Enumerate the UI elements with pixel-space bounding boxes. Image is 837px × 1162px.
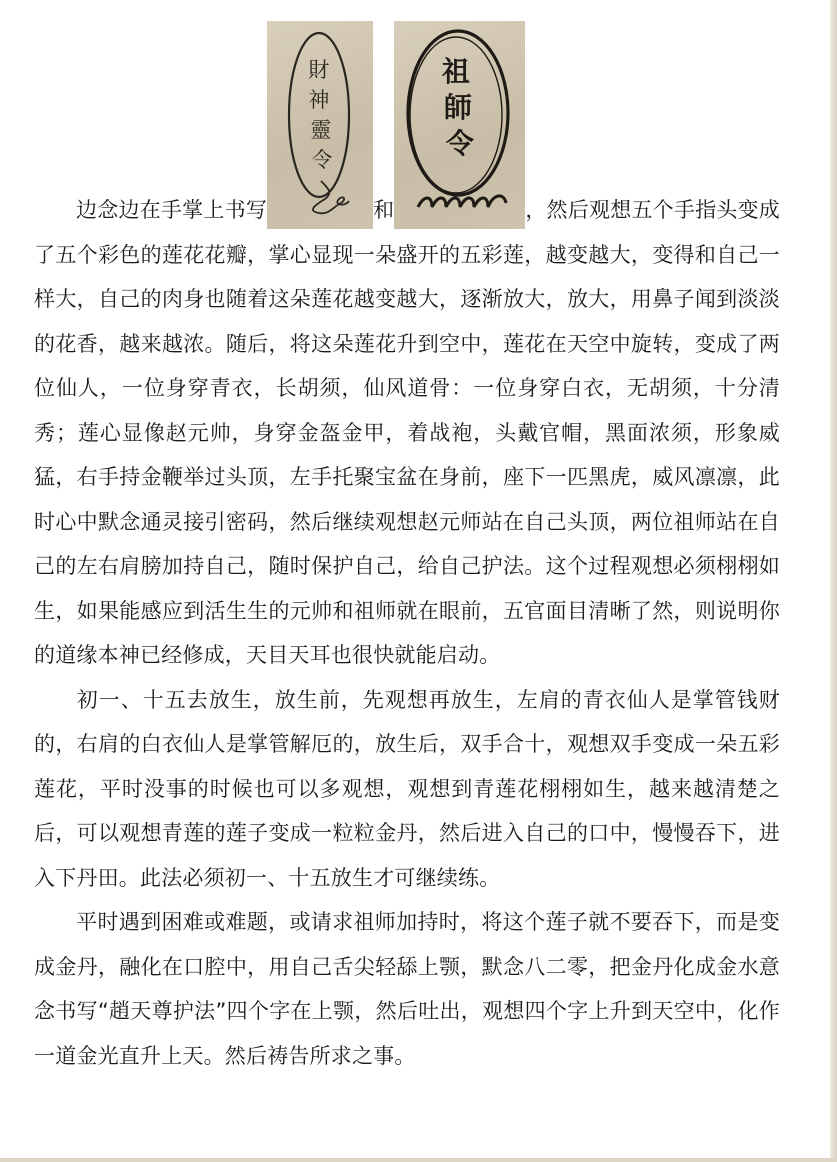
caishen-seal-image bbox=[267, 21, 373, 229]
paragraph-3-text: 平时遇到困难或难题，或请求祖师加持时，将这个莲子就不要吞下，而是变成金丹，融化在口腔中，用自己舌尖轻舔上颚，默念八二零，把金丹化成金水意念书写“趙天尊护法”四个字在上颚，然后吐出，观想四个字上升到天空中，化作一道金光直升上天。然后祷告所求之事。 bbox=[34, 910, 780, 1068]
svg-text:祖: 祖 bbox=[442, 55, 471, 88]
svg-text:財: 財 bbox=[308, 58, 330, 82]
paragraph-3 bbox=[34, 900, 780, 1078]
svg-text:神: 神 bbox=[308, 88, 330, 112]
paragraph-1-lead: 边念边在手掌上书写 bbox=[76, 198, 268, 222]
paragraph-2 bbox=[34, 678, 780, 901]
paragraph-1 bbox=[34, 55, 780, 678]
caishen-seal-drawing bbox=[267, 21, 373, 229]
zushi-seal-image bbox=[394, 21, 525, 229]
svg-text:令: 令 bbox=[446, 127, 475, 160]
svg-text:令: 令 bbox=[311, 148, 333, 172]
paragraph-2-text: 初一、十五去放生，放生前，先观想再放生，左肩的青衣仙人是掌管钱财的，右肩的白衣仙人是掌管解厄的，放生后，双手合十，观想双手变成一朵五彩莲花，平时没事的时候也可以多观想，观想到青莲花栩栩如生，越来越清楚之后，可以观想青莲的莲子变成一粒粒金丹，然后进入自己的口中，慢慢吞下，进入下丹田。此法必须初一、十五放生才可继续练。 bbox=[34, 687, 780, 890]
page-edge-bottom bbox=[0, 1158, 837, 1162]
svg-text:靈: 靈 bbox=[310, 118, 332, 142]
page-edge-right bbox=[830, 0, 837, 1162]
zushi-seal-drawing bbox=[394, 21, 525, 229]
paragraph-1-body: ，然后观想五个手指头变成了五个彩色的莲花花瓣，掌心显现一朵盛开的五彩莲，越变越大，变得和自己一样大，自己的肉身也随着这朵莲花越变越大，逐渐放大，放大，用鼻子闻到淡淡的花香，越来越浓。随后，将这朵莲花升到空中，莲花在天空中旋转，变成了两位仙人，一位身穿青衣，长胡须，仙风道骨：一位身穿白衣，无胡须，十分清秀；莲心显像赵元帅，身穿金盔金甲，着战袍，头戴官帽，黑面浓须，形象威猛，右手持金鞭举过头顶，左手托聚宝盆在身前，座下一匹黑虎，威风凛凛，此时心中默念通灵接引密码，然后继续观想赵元师站在自己头顶，两位祖师站在自己的左右肩膀加持自己，随时保护自己，给自己护法。这个过程观想必须栩栩如生，如果能感应到活生生的元帅和祖师就在眼前，五官面目清晰了然，则说明你的道缘本神已经修成，天目天耳也很快就能启动。 bbox=[34, 198, 780, 667]
article bbox=[34, 0, 780, 1078]
svg-text:師: 師 bbox=[444, 91, 473, 124]
paragraph-1-joiner: 和 bbox=[373, 198, 395, 222]
